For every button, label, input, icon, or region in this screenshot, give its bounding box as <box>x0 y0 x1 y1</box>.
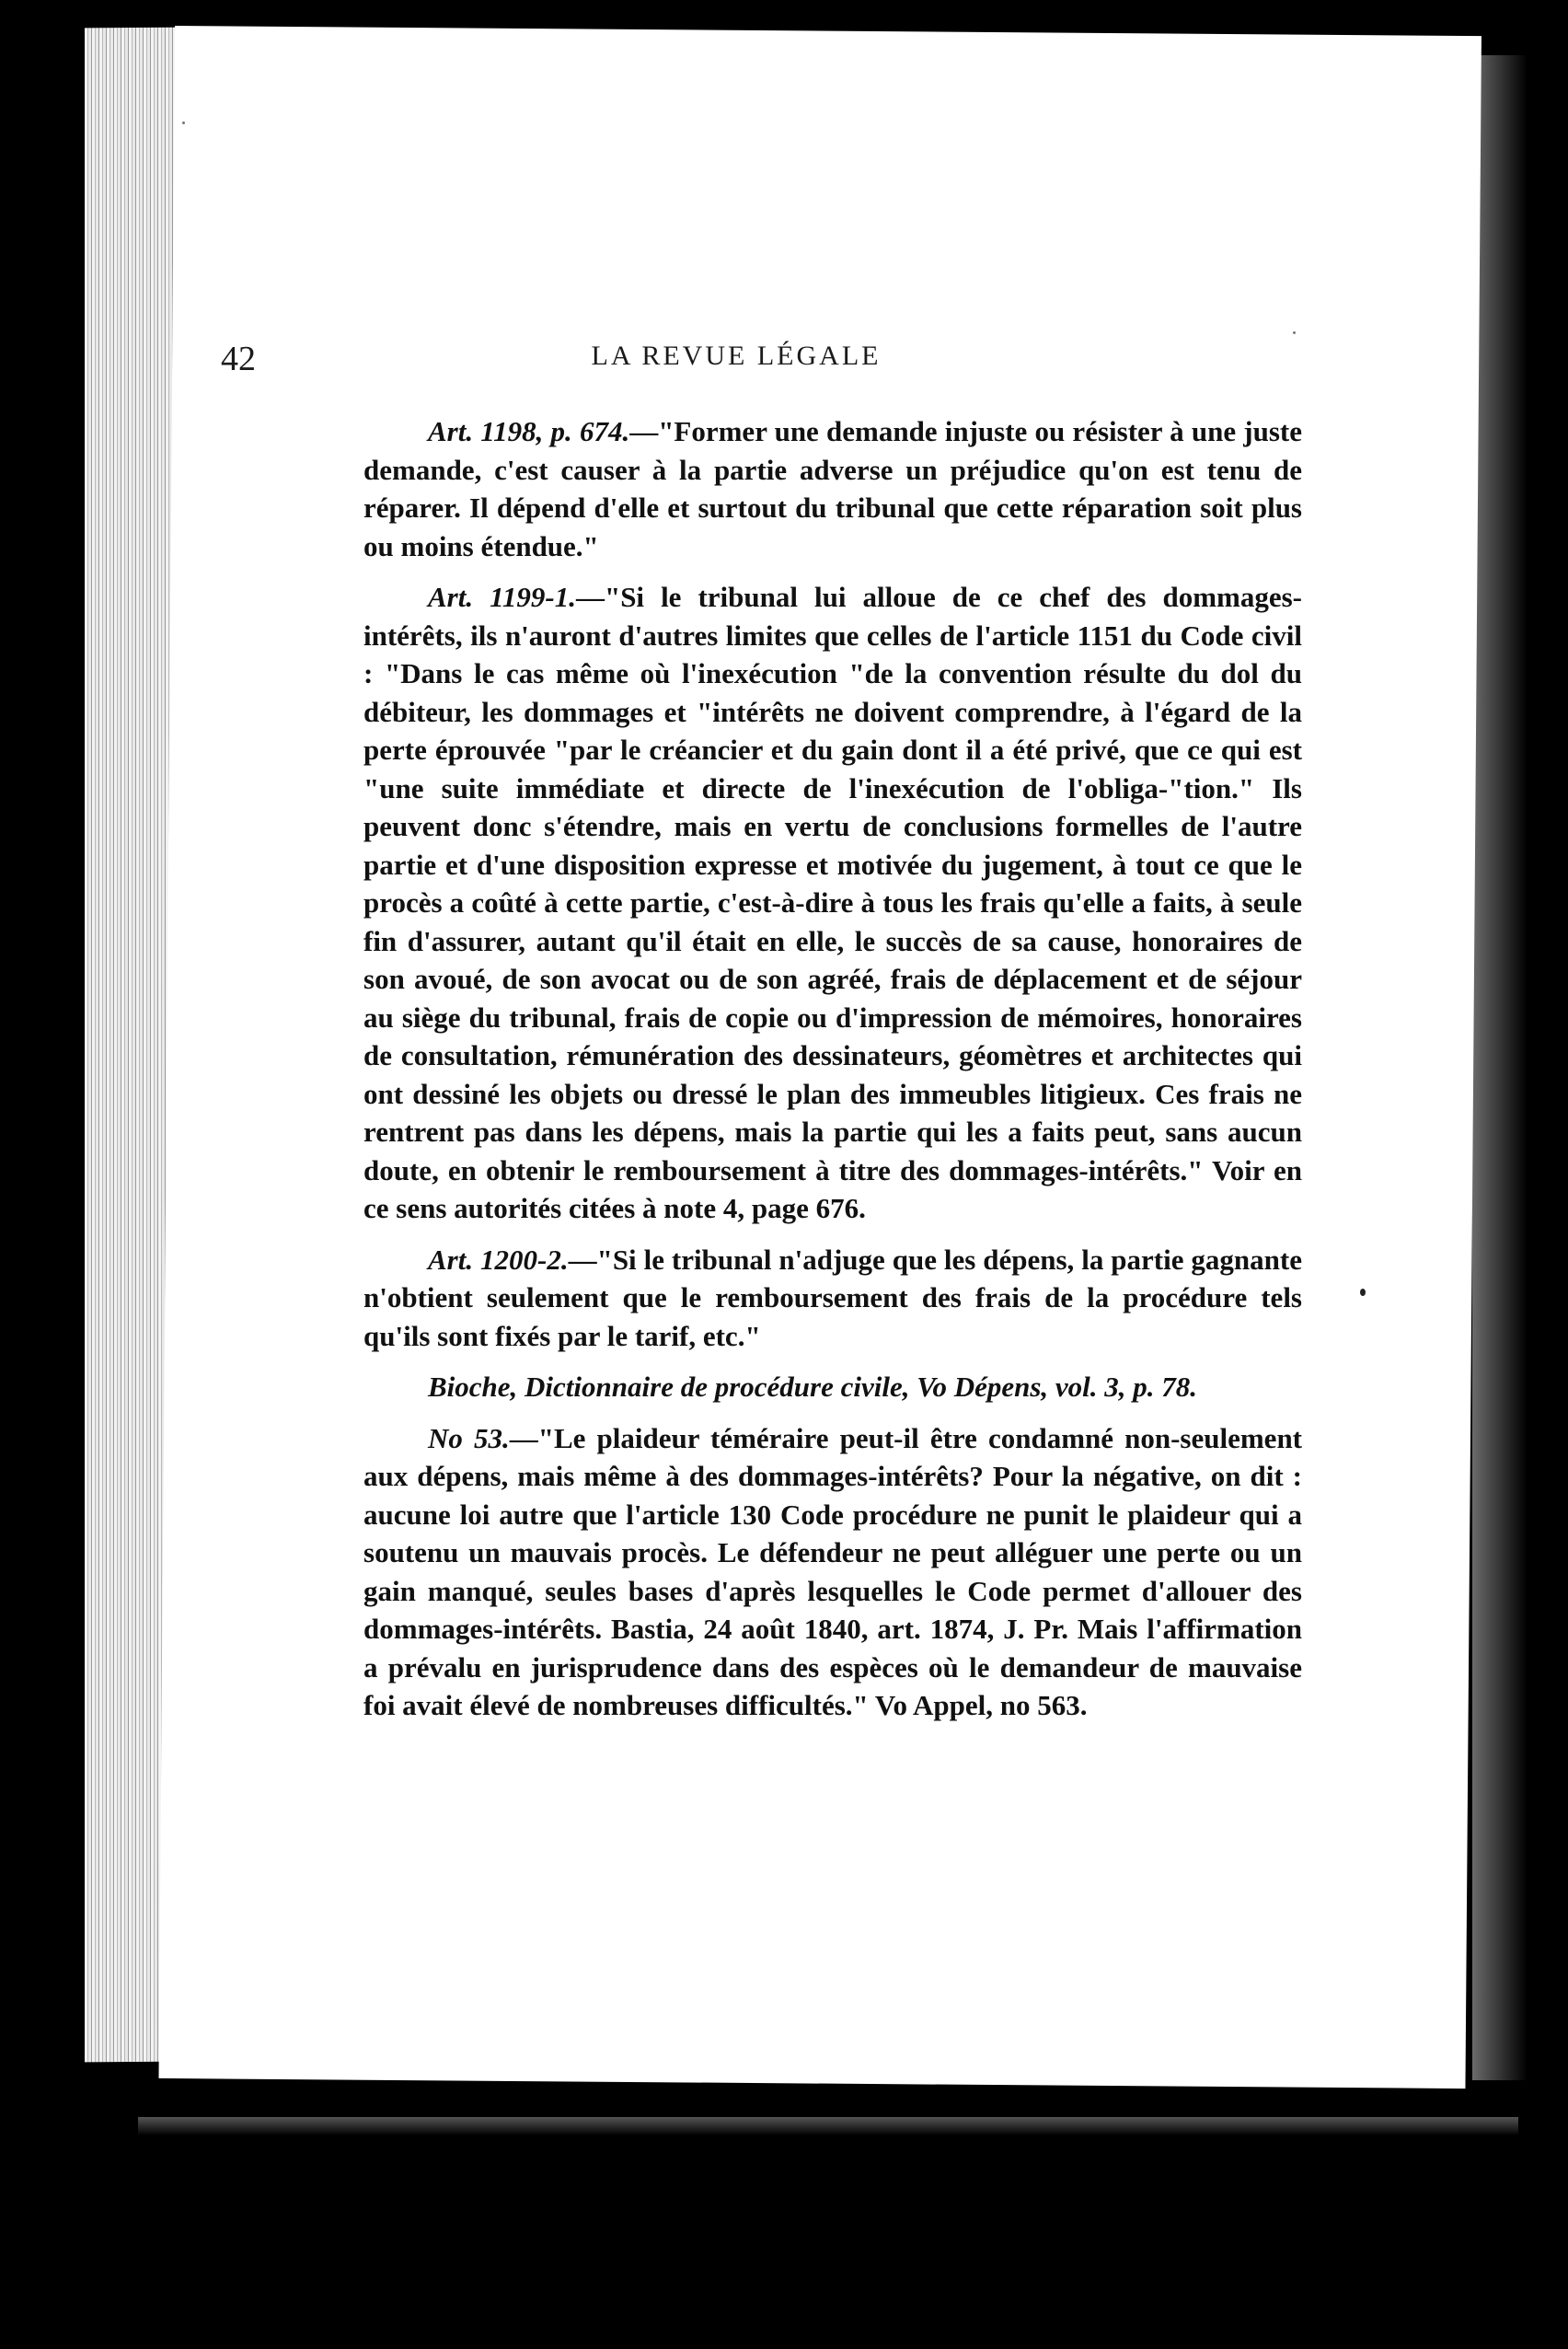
article-reference: Art. 1199-1. <box>428 581 576 613</box>
scan-speck <box>182 122 185 124</box>
paragraph-no-53 <box>363 1419 1302 1725</box>
paragraph-art-1200 <box>363 1241 1302 1356</box>
book-right-shadow <box>1472 55 1528 2080</box>
article-reference: Art. 1200-2. <box>428 1243 569 1276</box>
paragraph-text: —"Si le tribunal lui alloue de ce chef des dommages-intérêts, ils n'auront d'autres limites que celles de l'article 1151 du Code civil : "Dans le cas même où l'inexécution "de la convention résulte du dol du débiteur, les dommages et "intérêts ne doivent comprendre, à l'égard de la perte éprouvée "par le créancier et du gain dont il a été privé, que ce qui est "une suite immédiate et directe de l'inexécution de l'obliga-"tion." Ils peuvent donc s'étendre, mais en vertu de conclusions formelles de l'autre partie et d'une disposition expresse et motivée du jugement, à tout ce que le procès a coûté à cette partie, c'est-à-dire à tous les frais qu'elle a faits, à seule fin d'assurer, autant qu'il était en elle, le succès de sa cause, honoraires de son avoué, de son avocat ou de son agréé, frais de déplacement et de séjour au siège du tribunal, frais de copie ou d'impression de mémoires, honoraires de consultation, rémunération des dessinateurs, géomètres et architectes qui ont dessiné les objets ou dressé le plan des immeubles litigieux. Ces frais ne rentrent pas dans les dépens, mais la partie qui les a faits peut, sans aucun doute, en obtenir le remboursement à titre des dommages-intérêts." Voir en ce sens autorités citées à note 4, page 676. <box>363 581 1302 1224</box>
paragraph-text: —"Si le tribunal n'adjuge que les dépens, la partie gagnante n'obtient seulement que le remboursement des frais de la procédure tels qu'ils sont fixés par le tarif, etc." <box>363 1243 1302 1352</box>
page-header <box>221 331 1251 387</box>
paragraph-art-1198 <box>363 412 1302 565</box>
paragraph-art-1199 <box>363 578 1302 1228</box>
book-bottom-shadow <box>138 2117 1518 2135</box>
margin-mark <box>1360 1289 1366 1296</box>
running-title: LA REVUE LÉGALE <box>591 341 882 371</box>
article-reference: No 53. <box>428 1421 510 1454</box>
paragraph-text: Bioche, Dictionnaire de procédure civile, Vo Dépens, vol. 3, p. 78. <box>428 1371 1198 1403</box>
scan-speck <box>1293 331 1296 334</box>
paragraph-citation-bioche <box>363 1368 1302 1406</box>
page-number: 42 <box>221 340 256 378</box>
paragraph-text: —"Le plaideur téméraire peut-il être condamné non-seulement aux dépens, mais même à des dommages-intérêts? Pour la négative, on dit : aucune loi autre que l'article 130 Code procédure ne punit le plaideur qui a soutenu un mauvais procès. Le défendeur ne peut alléguer une perte ou un gain manqué, seules bases d'après lesquelles le Code permet d'allouer des dommages-intérêts. Bastia, 24 août 1840, art. 1874, J. Pr. Mais l'affirmation a prévalu en jurisprudence dans des espèces où le demandeur de mauvaise foi avait élevé de nombreuses difficultés." Vo Appel, no 563. <box>363 1421 1303 1721</box>
article-reference: Art. 1198, p. 674. <box>428 415 630 447</box>
paragraph-text: —"Former une demande injuste ou résister à une juste demande, c'est causer à la partie adverse un préjudice qu'on est tenu de réparer. Il dépend d'elle et surtout du tribunal que cette réparation soit plus ou moins étendue." <box>363 415 1302 562</box>
body-text <box>363 412 1302 1738</box>
